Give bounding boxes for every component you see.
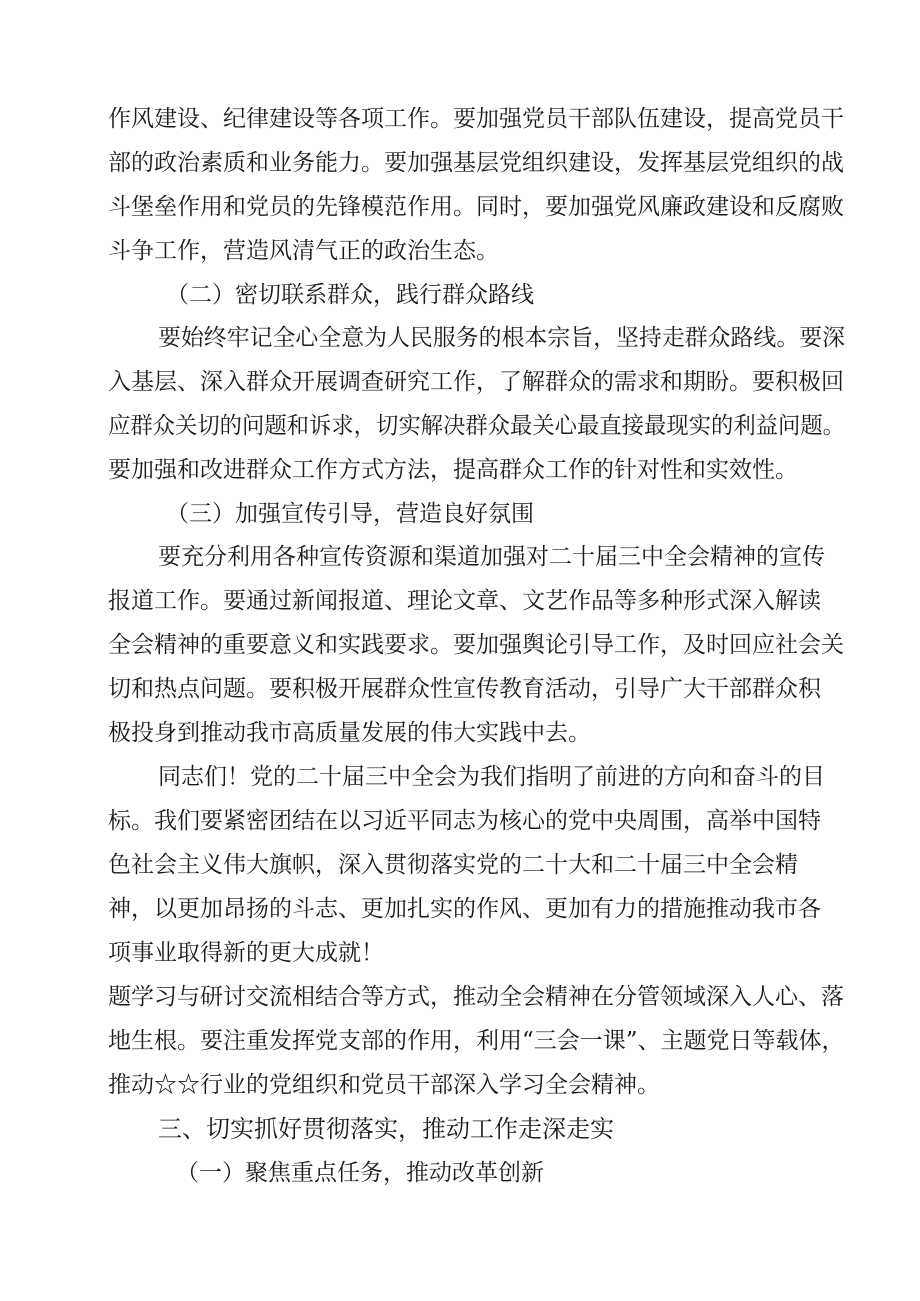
paragraph-3-line: 极投身到推动我市高质量发展的伟大实践中去。	[108, 720, 591, 746]
paragraph-5-line: 地生根。要注重发挥党支部的作用，利用“三会一课”、主题党日等载体，	[108, 1028, 845, 1054]
subheading-3: （三）加强宣传引导，营造良好氛围	[166, 501, 534, 527]
paragraph-4-line: 色社会主义伟大旗帜，深入贯彻落实党的二十大和二十届三中全会精	[108, 852, 798, 878]
paragraph-3-line: 切和热点问题。要积极开展群众性宣传教育活动，引导广大干部群众积	[108, 676, 821, 702]
paragraph-2-line: 要始终牢记全心全意为人民服务的根本宗旨，坚持走群众路线。要深	[158, 325, 846, 351]
paragraph-3-line: 报道工作。要通过新闻报道、理论文章、文艺作品等多种形式深入解读	[108, 588, 821, 614]
paragraph-4-line: 标。我们要紧密团结在以习近平同志为核心的党中央周围，高举中国特	[108, 808, 821, 834]
paragraph-4-line: 项事业取得新的更大成就！	[108, 940, 384, 966]
paragraph-2-line: 要加强和改进群众工作方式方法，提高群众工作的针对性和实效性。	[108, 457, 798, 483]
paragraph-1-line: 作风建设、纪律建设等各项工作。要加强党员干部队伍建设，提高党员干	[108, 106, 844, 132]
subheading-2: （二）密切联系群众，践行群众路线	[166, 282, 534, 308]
paragraph-5-line: 题学习与研讨交流相结合等方式，推动全会精神在分管领域深入人心、落	[108, 984, 844, 1010]
paragraph-3-line: 全会精神的重要意义和实践要求。要加强舆论引导工作，及时回应社会关	[108, 632, 844, 658]
subheading-4: （一）聚焦重点任务，推动改革创新	[176, 1160, 544, 1186]
section-3-heading: 三、切实抓好贯彻落实，推动工作走深走实	[158, 1115, 614, 1143]
paragraph-1-line: 斗争工作，营造风清气正的政治生态。	[108, 238, 499, 264]
paragraph-4-line: 同志们！党的二十届三中全会为我们指明了前进的方向和奋斗的目	[158, 764, 825, 790]
paragraph-2-line: 入基层、深入群众开展调查研究工作，了解群众的需求和期盼。要积极回	[108, 369, 844, 395]
paragraph-3-line: 要充分利用各种宣传资源和渠道加强对二十届三中全会精神的宣传	[158, 544, 825, 570]
paragraph-5-line: 推动☆☆行业的党组织和党员干部深入学习全会精神。	[108, 1072, 660, 1098]
paragraph-1-line: 部的政治素质和业务能力。要加强基层党组织建设，发挥基层党组织的战	[108, 150, 844, 176]
paragraph-1-line: 斗堡垒作用和党员的先锋模范作用。同时，要加强党风廉政建设和反腐败	[108, 194, 844, 220]
paragraph-2-line: 应群众关切的问题和诉求，切实解决群众最关心最直接最现实的利益问题。	[108, 413, 845, 439]
paragraph-4-line: 神，以更加昂扬的斗志、更加扎实的作风、更加有力的措施推动我市各	[108, 896, 821, 922]
